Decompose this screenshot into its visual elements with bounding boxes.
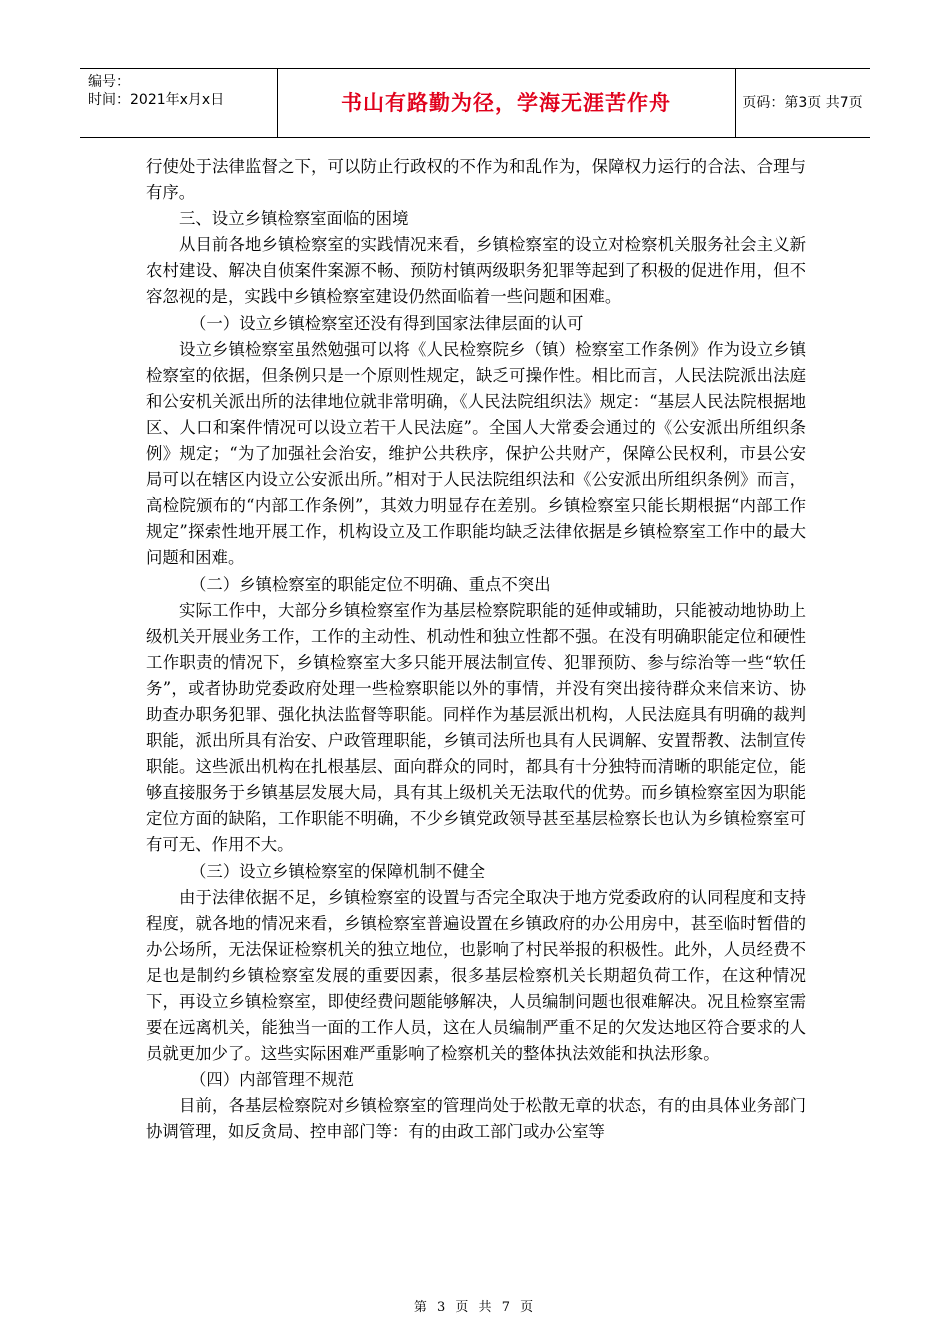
subsection-heading: （一）设立乡镇检察室还没有得到国家法律层面的认可 (190, 313, 584, 333)
body-paragraph: 目前，各基层检察院对乡镇检察室的管理尚处于松散无章的状态，有的由具体业务部门协调管理，如反贪局、控申部门等：有的由政工部门或办公室等 (146, 1096, 806, 1142)
body-paragraph: 行使处于法律监督之下，可以防止行政权的不作为和乱作为，保障权力运行的合法、合理与有序。 (146, 157, 806, 203)
subsection-heading: （四）内部管理不规范 (190, 1070, 354, 1090)
body-paragraph: 实际工作中，大部分乡镇检察室作为基层检察院职能的延伸或辅助，只能被动地协助上级机关开展业务工作，工作的主动性、机动性和独立性都不强。在没有明确职能定位和硬性工作职责的情况下，乡镇检察室大多只能开展法制宣传、犯罪预防、参与综治等一些“软任务”，或者协助党委政府处理一些检察职能以外的事情，并没有突出接待群众来信来访、协助查办职务犯罪、强化执法监督等职能。同样作为基层派出机构，人民法庭具有明确的裁判职能，派出所具有治安、户政管理职能，乡镇司法所也具有人民调解、安置帮教、法制宣传职能。这些派出机构在扎根基层、面向群众的同时，都具有十分独特而清晰的职能定位，能够直接服务于乡镇基层发展大局，具有其上级机关无法取代的优势。而乡镇检察室因为职能定位方面的缺陷，工作职能不明确，不少乡镇党政领导甚至基层检察长也认为乡镇检察室可有可无、作用不大。 (146, 600, 806, 855)
page-header (80, 68, 870, 138)
document-number-label: 编号： (88, 74, 130, 90)
section-heading: 三、设立乡镇检察室面临的困境 (179, 209, 409, 229)
subsection-heading: （三）设立乡镇检察室的保障机制不健全 (190, 861, 486, 881)
body-paragraph: 设立乡镇检察室虽然勉强可以将《人民检察院乡（镇）检察室工作条例》作为设立乡镇检察室的依据，但条例只是一个原则性规定，缺乏可操作性。相比而言，人民法院派出法庭和公安机关派出所的法律地位就非常明确，《人民法院组织法》规定：“基层人民法院根据地区、人口和案件情况可以设立若干人民法庭”。全国人大常委会通过的《公安派出所组织条例》规定；“为了加强社会治安，维护公共秩序，保护公共财产，保障公民权利，市县公安局可以在辖区内设立公安派出所。”相对于人民法院组织法和《公安派出所组织条例》而言，高检院颁布的“内部工作条例”，其效力明显存在差别。乡镇检察室只能长期根据“内部工作规定”探索性地开展工作，机构设立及工作职能均缺乏法律依据是乡镇检察室工作中的最大问题和困难。 (146, 339, 806, 568)
header-meta-cell (80, 69, 278, 137)
body-paragraph: 由于法律依据不足，乡镇检察室的设置与否完全取决于地方党委政府的认同程度和支持程度，就各地的情况来看，乡镇检察室普遍设置在乡镇政府的办公用房中，甚至临时暂借的办公场所，无法保证检察机关的独立地位，也影响了村民举报的积极性。此外，人员经费不足也是制约乡镇检察室发展的重要因素，很多基层检察机关长期超负荷工作，在这种情况下，再设立乡镇检察室，即使经费问题能够解决，人员编制问题也很难解决。况且检察室需要在远离机关，能独当一面的工作人员，这在人员编制严重不足的欠发达地区符合要求的人员就更加少了。这些实际困难严重影响了检察机关的整体执法效能和执法形象。 (146, 887, 806, 1064)
page-footer: 第 3 页 共 7 页 (413, 1300, 537, 1315)
document-time-label: 时间：2021年x月x日 (88, 92, 225, 108)
header-page-label: 页码：第3页 共7页 (742, 95, 863, 111)
header-motto: 书山有路勤为径，学海无涯苦作舟 (277, 69, 736, 137)
body-paragraph: 从目前各地乡镇检察室的实践情况来看，乡镇检察室的设立对检察机关服务社会主义新农村建设、解决自侦案件案源不畅、预防村镇两级职务犯罪等起到了积极的促进作用，但不容忽视的是，实践中乡镇检察室建设仍然面临着一些问题和困难。 (146, 235, 806, 307)
subsection-heading: （二）乡镇检察室的职能定位不明确、重点不突出 (190, 574, 551, 594)
document-body (146, 154, 806, 1146)
